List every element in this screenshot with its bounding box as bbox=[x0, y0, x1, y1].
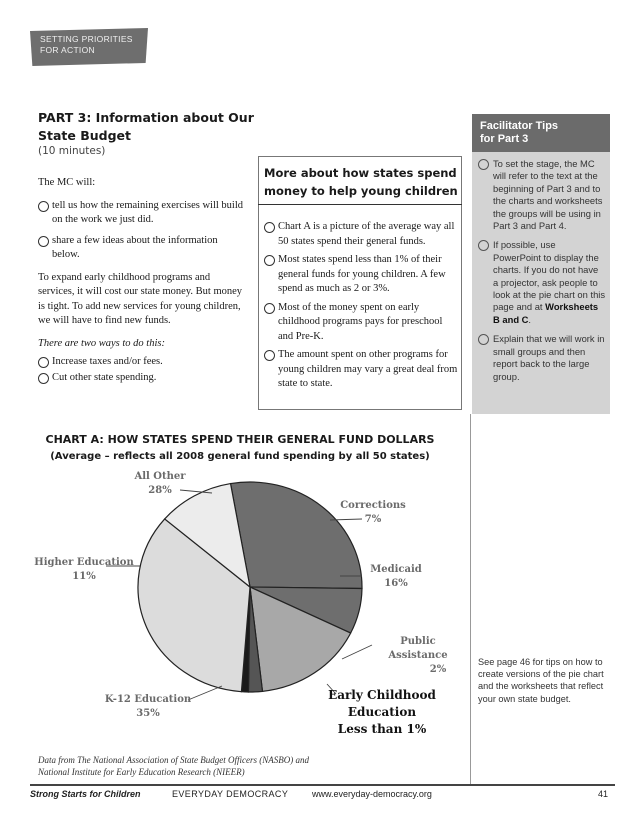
slice-label-k12: K-12 Education 35% bbox=[104, 694, 192, 719]
slice-label-higher-education: Higher Education 11% bbox=[34, 557, 134, 582]
tip-item: To set the stage, the MC will refer to the text at the beginning of Part 3 and to the charts and worksheets the groups will be using in Part 3 and Part 4. bbox=[478, 158, 606, 232]
footer-org: EVERYDAY DEMOCRACY bbox=[172, 789, 289, 799]
worksheets-ref: Worksheets B and C bbox=[493, 301, 599, 325]
slice-label-public-assistance: Public Assistance 2% bbox=[388, 636, 448, 675]
facilitator-title: Facilitator Tips for Part 3 bbox=[480, 120, 559, 145]
slice-label-medicaid: Medicaid 16% bbox=[370, 564, 422, 589]
slice-label-early-childhood: Early Childhood Education Less than 1% bbox=[328, 688, 436, 736]
part-duration: (10 minutes) bbox=[38, 145, 106, 157]
tip-item: Explain that we will work in small groups and then report back to the large group. bbox=[478, 333, 606, 383]
intro-paragraph: To expand early childhood programs and services, it will cost our state money. But money is tight. To add new services for young children, we will have to find new funds. bbox=[38, 271, 243, 326]
part-title: PART 3: Information about Our State Budget bbox=[38, 110, 254, 143]
footer-brand: Strong Starts for Children bbox=[30, 789, 141, 799]
pie-slice-all-other bbox=[231, 482, 362, 588]
page-number: 41 bbox=[598, 789, 609, 799]
slice-label-all-other: All Other 28% bbox=[134, 471, 186, 496]
info-bullet: The amount spent on other programs for young children may vary a great deal from state to state. bbox=[264, 348, 458, 392]
footer-url: www.everyday-democracy.org bbox=[312, 789, 432, 799]
tip-item: If possible, use PowerPoint to display the charts. If you do not have a projector, ask people to look at the pie chart on this page and at Worksheets B and C. bbox=[478, 239, 606, 326]
chart-title: CHART A: HOW STATES SPEND THEIR GENERAL FUND DOLLARS bbox=[45, 433, 435, 446]
info-bullet: Chart A is a picture of the average way all 50 states spend their general funds. bbox=[264, 220, 458, 249]
info-bullet: Most of the money spent on early childhood programs pays for preschool and Pre-K. bbox=[264, 301, 458, 345]
slice-label-corrections: Corrections 7% bbox=[340, 500, 406, 525]
mc-bullet: tell us how the remaining exercises will build on the work we just did. bbox=[38, 199, 243, 228]
chart-subtitle: (Average – reflects all 2008 general fund spending by all 50 states) bbox=[50, 451, 430, 462]
data-source: Data from The National Association of State Budget Officers (NASBO) and National Institute for Early Education Research (NIEER) bbox=[38, 755, 309, 777]
footer-rule bbox=[30, 784, 615, 786]
way-bullet: Cut other state spending. bbox=[38, 371, 243, 386]
info-bullet: Most states spend less than 1% of their general funds for young children. A few spend as much as 2 or 3%. bbox=[264, 253, 458, 297]
way-bullet: Increase taxes and/or fees. bbox=[38, 355, 243, 370]
facilitator-note: See page 46 for tips on how to create versions of the pie chart and the worksheets that reflect your own state budget. bbox=[478, 657, 604, 704]
mc-bullet: share a few ideas about the information below. bbox=[38, 234, 243, 263]
info-box-title: More about how states spend money to help young children bbox=[264, 166, 458, 198]
section-banner-text: SETTING PRIORITIES FOR ACTION bbox=[40, 34, 133, 55]
two-ways-label: There are two ways to do this: bbox=[38, 337, 165, 349]
mc-will-label: The MC will: bbox=[38, 177, 96, 188]
